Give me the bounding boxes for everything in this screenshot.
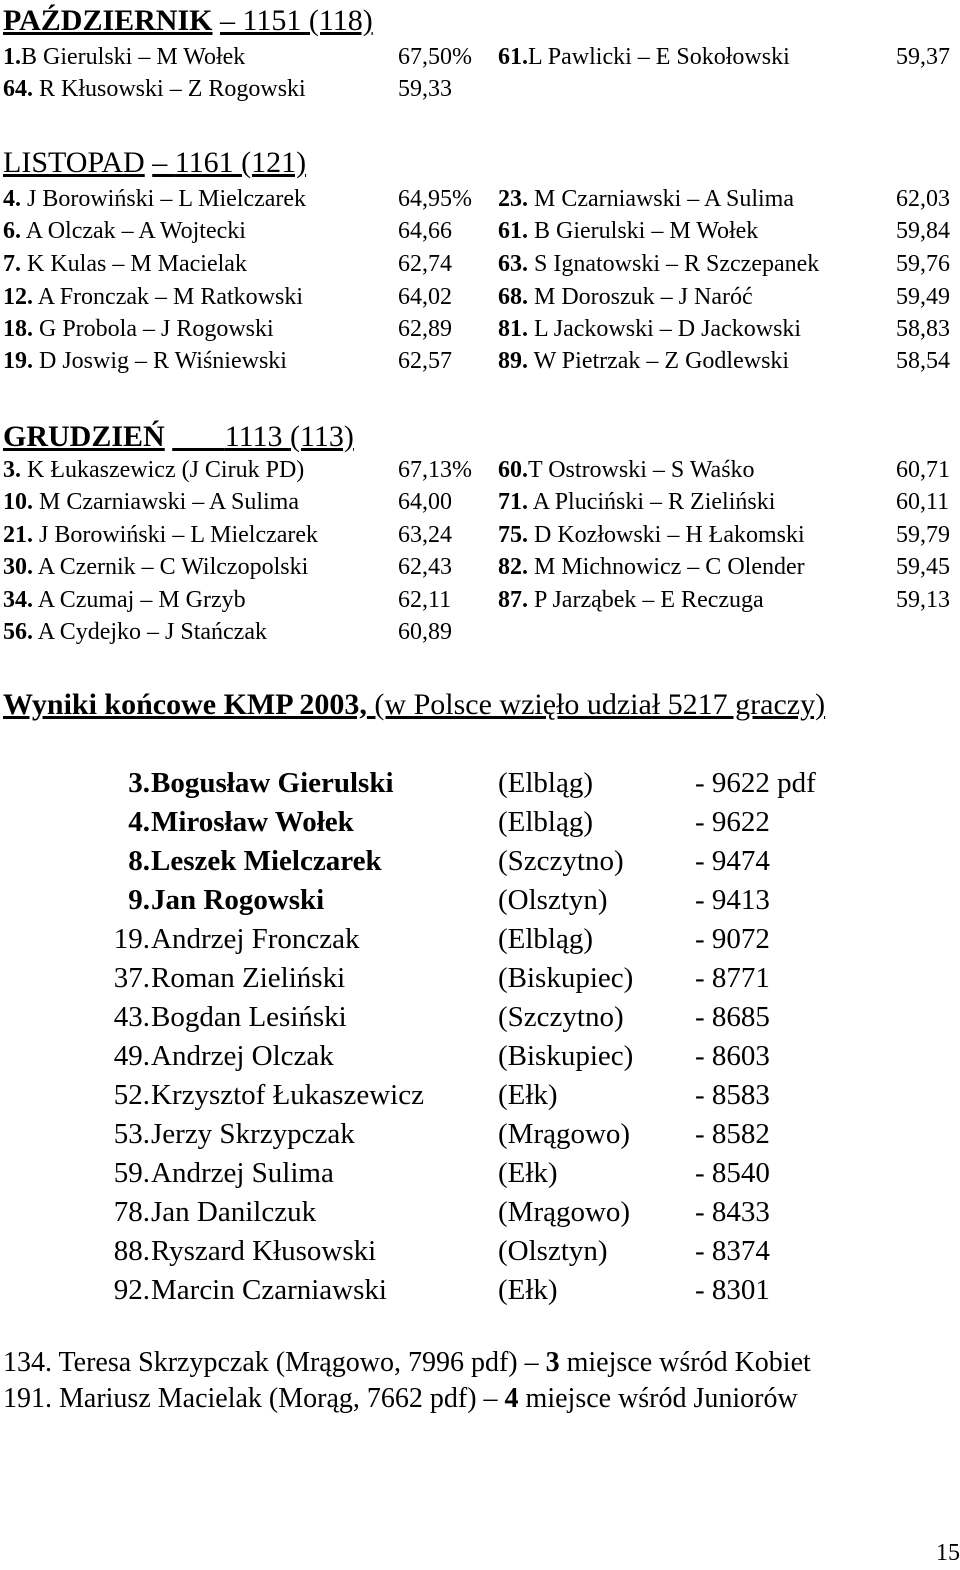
list-item: 8. Leszek Mielczarek (Szczytno) - 9474 <box>128 845 770 877</box>
list-item: 88. Ryszard Kłusowski (Olsztyn) - 8374 <box>113 1235 770 1267</box>
section-heading-pazdziernik <box>3 4 373 38</box>
list-item: 43. Bogdan Lesiński (Szczytno) - 8685 <box>113 1001 770 1033</box>
table-row: 21. J Borowiński – L Mielczarek 63,24 75. D Kozłowski – H Łakomski 59,79 <box>3 522 950 548</box>
month-count: – 1151 (118) <box>219 4 373 37</box>
list-item: 3. Bogusław Gierulski (Elbląg) - 9622 pdf <box>128 767 816 799</box>
section-heading-listopad <box>3 146 306 180</box>
table-row: 7. K Kulas – M Macielak 62,74 63. S Ignatowski – R Szczepanek 59,76 <box>3 251 950 277</box>
table-row: 30. A Czernik – C Wilczopolski 62,43 82. M Michnowicz – C Olender 59,45 <box>3 554 950 580</box>
list-item: 4. Mirosław Wołek (Elbląg) - 9622 <box>128 806 770 838</box>
page-number: 15 <box>936 1540 960 1566</box>
list-item: 92. Marcin Czarniawski (Ełk) - 8301 <box>113 1274 770 1306</box>
list-item: 9. Jan Rogowski (Olsztyn) - 9413 <box>128 884 770 916</box>
table-row: 12. A Fronczak – M Ratkowski 64,02 68. M Doroszuk – J Naróć 59,49 <box>3 284 950 310</box>
table-row: 1.B Gierulski – M Wołek 67,50% 61.L Pawlicki – E Sokołowski 59,37 <box>3 44 950 70</box>
section-heading-grudzien <box>3 420 354 454</box>
table-row: 3. K Łukaszewicz (J Ciruk PD) 67,13% 60.T Ostrowski – S Waśko 60,71 <box>3 457 950 483</box>
table-row: 18. G Probola – J Rogowski 62,89 81. L Jackowski – D Jackowski 58,83 <box>3 316 950 342</box>
list-item: 78. Jan Danilczuk (Mrągowo) - 8433 <box>113 1196 770 1228</box>
table-row: 56. A Cydejko – J Stańczak 60,89 <box>3 619 452 645</box>
month-label: PAŹDZIERNIK <box>3 4 213 37</box>
table-row: 34. A Czumaj – M Grzyb 62,11 87. P Jarząbek – E Reczuga 59,13 <box>3 587 950 613</box>
month-count: 1113 (113) <box>224 420 354 453</box>
table-row: 4. J Borowiński – L Mielczarek 64,95% 23. M Czarniawski – A Sulima 62,03 <box>3 186 950 212</box>
list-item: 19. Andrzej Fronczak (Elbląg) - 9072 <box>113 923 770 955</box>
month-label: LISTOPAD <box>3 146 145 179</box>
list-item: 53. Jerzy Skrzypczak (Mrągowo) - 8582 <box>113 1118 770 1150</box>
table-row: 6. A Olczak – A Wojtecki 64,66 61. B Gierulski – M Wołek 59,84 <box>3 218 950 244</box>
table-row: 64. R Kłusowski – Z Rogowski 59,33 <box>3 76 452 102</box>
table-row: 10. M Czarniawski – A Sulima 64,00 71. A Pluciński – R Zieliński 60,11 <box>3 489 950 515</box>
note-juniors: 191. Mariusz Macielak (Morąg, 7662 pdf) – 4 miejsce wśród Juniorów <box>3 1383 798 1414</box>
list-item: 52. Krzysztof Łukaszewicz (Ełk) - 8583 <box>113 1079 770 1111</box>
list-item: 59. Andrzej Sulima (Ełk) - 8540 <box>113 1157 770 1189</box>
list-item: 49. Andrzej Olczak (Biskupiec) - 8603 <box>113 1040 770 1072</box>
month-count: – 1161 (121) <box>152 146 307 179</box>
table-row: 19. D Joswig – R Wiśniewski 62,57 89. W Pietrzak – Z Godlewski 58,54 <box>3 348 950 374</box>
final-results-heading: Wyniki końcowe KMP 2003, (w Polsce wzięło udział 5217 graczy) <box>3 688 826 721</box>
month-label: GRUDZIEŃ <box>3 420 165 453</box>
list-item: 37. Roman Zieliński (Biskupiec) - 8771 <box>113 962 770 994</box>
note-women: 134. Teresa Skrzypczak (Mrągowo, 7996 pdf) – 3 miejsce wśród Kobiet <box>3 1347 811 1378</box>
